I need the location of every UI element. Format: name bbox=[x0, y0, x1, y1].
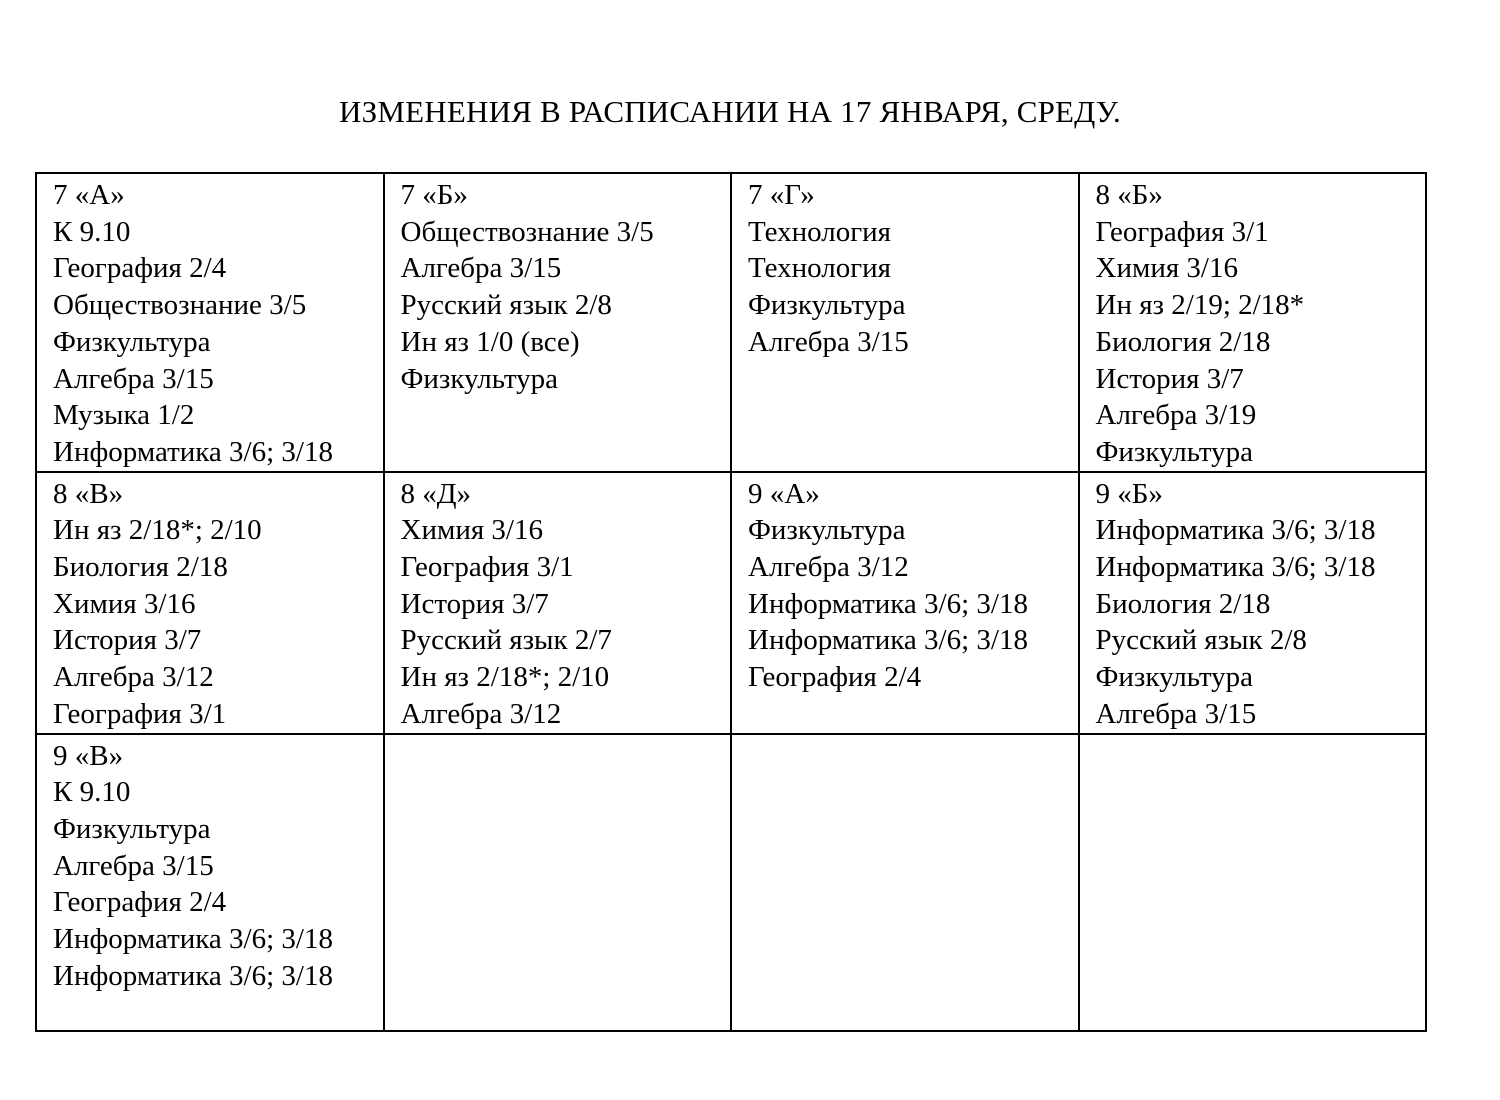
page-title: ИЗМЕНЕНИЯ В РАСПИСАНИИ НА 17 ЯНВАРЯ, СРЕДУ. bbox=[339, 94, 1121, 129]
lesson-entry: История 3/7 bbox=[1095, 362, 1244, 395]
lesson-entry: Информатика 3/6; 3/18 bbox=[748, 587, 1028, 620]
lesson-entry: Алгебра 3/15 bbox=[748, 325, 909, 358]
lesson-entry: География 2/4 bbox=[53, 252, 227, 285]
schedule-row bbox=[36, 472, 1426, 734]
schedule-row bbox=[36, 734, 1426, 1031]
class-name: 7 «Г» bbox=[748, 179, 815, 211]
empty-cell bbox=[1079, 734, 1427, 1031]
empty-cell bbox=[384, 734, 732, 1031]
class-name: 8 «Д» bbox=[400, 477, 472, 510]
lesson-entry: Информатика 3/6; 3/18 bbox=[748, 624, 1028, 657]
lesson-entry: Физкультура bbox=[748, 289, 906, 322]
class-cell bbox=[1079, 173, 1427, 472]
schedule-table bbox=[35, 172, 1427, 1032]
lesson-entry: Физкультура bbox=[53, 325, 211, 358]
lesson-entry: Алгебра 3/15 bbox=[53, 849, 214, 882]
lesson-entry: Физкультура bbox=[1095, 661, 1254, 694]
class-cell bbox=[36, 472, 384, 734]
class-cell bbox=[36, 734, 384, 1031]
lesson-entry: Ин яз 2/19; 2/18* bbox=[1095, 289, 1305, 322]
lesson-entry: К 9.10 bbox=[53, 776, 131, 809]
class-cell bbox=[1079, 472, 1427, 734]
lesson-entry: Химия 3/16 bbox=[53, 587, 196, 620]
lesson-entry: Биология 2/18 bbox=[1095, 325, 1271, 358]
lesson-entry: Алгебра 3/15 bbox=[1095, 697, 1257, 730]
lesson-entry: Биология 2/18 bbox=[1095, 587, 1271, 620]
lesson-entry: Информатика 3/6; 3/18 bbox=[1095, 551, 1376, 584]
class-name: 7 «А» bbox=[53, 179, 125, 211]
lesson-entry: Алгебра 3/15 bbox=[400, 252, 562, 285]
lesson-entry: Информатика 3/6; 3/18 bbox=[53, 923, 333, 956]
lesson-entry: Физкультура bbox=[53, 812, 211, 845]
lesson-entry: Информатика 3/6; 3/18 bbox=[53, 435, 333, 468]
class-cell bbox=[36, 173, 384, 472]
class-cell bbox=[384, 173, 732, 472]
class-name: 7 «Б» bbox=[400, 179, 468, 211]
lesson-entry: Ин яз 2/18*; 2/10 bbox=[400, 661, 610, 694]
lesson-entry: Ин яз 2/18*; 2/10 bbox=[53, 514, 262, 547]
lesson-entry: Алгебра 3/12 bbox=[53, 661, 214, 694]
lesson-entry: Физкультура bbox=[400, 362, 559, 395]
class-name: 9 «Б» bbox=[1095, 477, 1163, 510]
lesson-entry: Русский язык 2/8 bbox=[400, 289, 612, 322]
class-name: 8 «Б» bbox=[1095, 179, 1163, 211]
schedule-body bbox=[36, 173, 1426, 1031]
lesson-entry: Физкультура bbox=[748, 514, 906, 547]
lesson-entry: География 3/1 bbox=[53, 697, 227, 730]
lesson-entry: Химия 3/16 bbox=[1095, 252, 1238, 285]
lesson-entry: Русский язык 2/7 bbox=[400, 624, 612, 657]
lesson-entry: Алгебра 3/12 bbox=[748, 551, 909, 584]
lesson-entry: Алгебра 3/19 bbox=[1095, 399, 1257, 432]
schedule-row bbox=[36, 173, 1426, 472]
lesson-entry: Музыка 1/2 bbox=[53, 399, 195, 432]
class-name: 9 «В» bbox=[53, 739, 124, 772]
lesson-entry: Обществознание 3/5 bbox=[53, 289, 307, 322]
empty-cell bbox=[731, 734, 1079, 1031]
lesson-entry: Обществознание 3/5 bbox=[400, 215, 654, 248]
class-cell bbox=[384, 472, 732, 734]
lesson-entry: Ин яз 1/0 (все) bbox=[400, 325, 580, 358]
lesson-entry: Физкультура bbox=[1095, 435, 1254, 468]
class-name: 9 «А» bbox=[748, 477, 820, 510]
class-name: 8 «В» bbox=[53, 477, 124, 510]
lesson-entry: История 3/7 bbox=[53, 624, 202, 657]
class-cell bbox=[731, 472, 1079, 734]
lesson-entry: География 2/4 bbox=[53, 886, 227, 919]
lesson-entry: Алгебра 3/12 bbox=[400, 697, 562, 730]
lesson-entry: Алгебра 3/15 bbox=[53, 362, 214, 395]
lesson-entry: К 9.10 bbox=[53, 215, 131, 248]
lesson-entry: Информатика 3/6; 3/18 bbox=[53, 959, 333, 992]
lesson-entry: География 3/1 bbox=[400, 551, 574, 584]
lesson-entry: Русский язык 2/8 bbox=[1095, 624, 1307, 657]
class-cell bbox=[731, 173, 1079, 472]
lesson-entry: Биология 2/18 bbox=[53, 551, 228, 584]
lesson-entry: Химия 3/16 bbox=[400, 514, 543, 547]
lesson-entry: География 3/1 bbox=[1095, 215, 1269, 248]
lesson-entry: Технология bbox=[748, 252, 891, 285]
lesson-entry: Технология bbox=[748, 215, 891, 248]
lesson-entry: География 2/4 bbox=[748, 661, 922, 694]
lesson-entry: Информатика 3/6; 3/18 bbox=[1095, 514, 1376, 547]
lesson-entry: История 3/7 bbox=[400, 587, 549, 620]
